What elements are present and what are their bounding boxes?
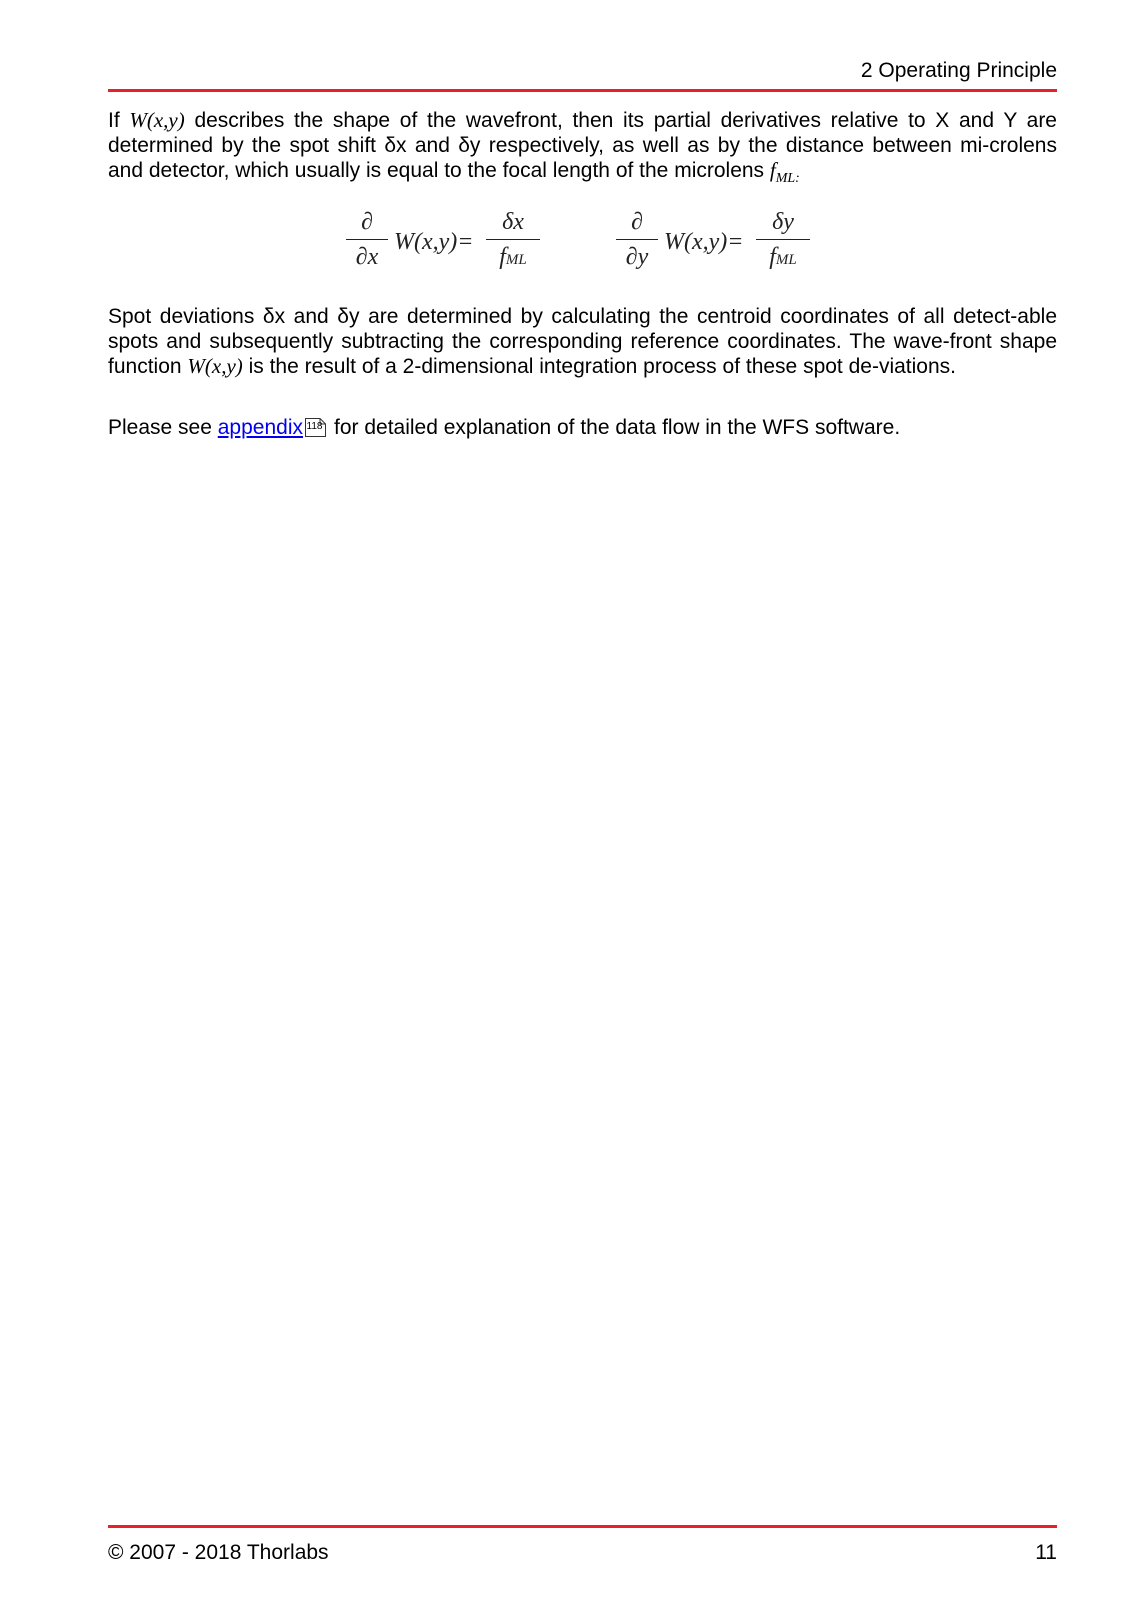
partial-y-operator: [616, 205, 658, 274]
para3-text-b: for detailed explanation of the data flow in the WFS software.: [334, 416, 901, 439]
para1-text-a: If: [108, 109, 130, 132]
focal-length-subscript: ML:: [775, 171, 800, 186]
para3-text-a: Please see: [108, 416, 218, 439]
focal-length-symbol: f: [769, 158, 776, 182]
paragraph-wavefront-derivatives: [108, 108, 1057, 191]
equation-x-middle: W(x,y)=: [394, 229, 474, 255]
header-rule: [108, 89, 1057, 92]
equation-x-rhs-denominator: fML: [499, 244, 527, 270]
para1-text-b: describes the shape of the wavefront, then its partial derivatives relative to X and Y are determined by the spot shift δx and δy respectively, as well as by the distance between mi-crolens and detector, which usually is equal to the focal length of the microlens: [108, 109, 1057, 182]
equation-y-middle: W(x,y)=: [664, 229, 744, 255]
partial-x-operator: [346, 205, 388, 274]
appendix-link[interactable]: appendix: [217, 416, 303, 439]
equation-y-rhs: [756, 205, 810, 274]
page-number: 11: [1035, 1541, 1057, 1564]
wavefront-function-2: W(x,y): [187, 354, 243, 378]
footer-copyright: © 2007 - 2018 Thorlabs: [108, 1541, 329, 1564]
para2-text-a: Spot deviations δx and δy are determined by calculating the centroid coordinates of all detect-able spots and subsequently subtracting the corresponding reference coordinates. The wave-front shape function: [108, 305, 1057, 378]
paragraph-appendix-reference: [108, 415, 1057, 440]
partial-x-numerator: ∂: [361, 209, 373, 235]
running-header: 2 Operating Principle: [860, 59, 1057, 82]
wavefront-function: W(x,y): [129, 108, 185, 132]
equation-y-rhs-denominator: fML: [769, 244, 797, 270]
equation-x-rhs-numerator: δx: [502, 209, 524, 235]
equation-x-rhs: [486, 205, 540, 274]
partial-y-denominator: ∂y: [625, 244, 649, 270]
page-reference-number: 118: [306, 421, 323, 432]
footer-rule: [108, 1525, 1057, 1528]
para2-text-b: is the result of a 2-dimensional integration process of these spot de-viations.: [242, 355, 956, 378]
partial-y-numerator: ∂: [631, 209, 643, 235]
partial-x-denominator: ∂x: [355, 244, 379, 270]
equation-y-rhs-numerator: δy: [772, 209, 794, 235]
paragraph-spot-deviations: [108, 304, 1057, 379]
page-reference-icon[interactable]: [305, 418, 328, 437]
